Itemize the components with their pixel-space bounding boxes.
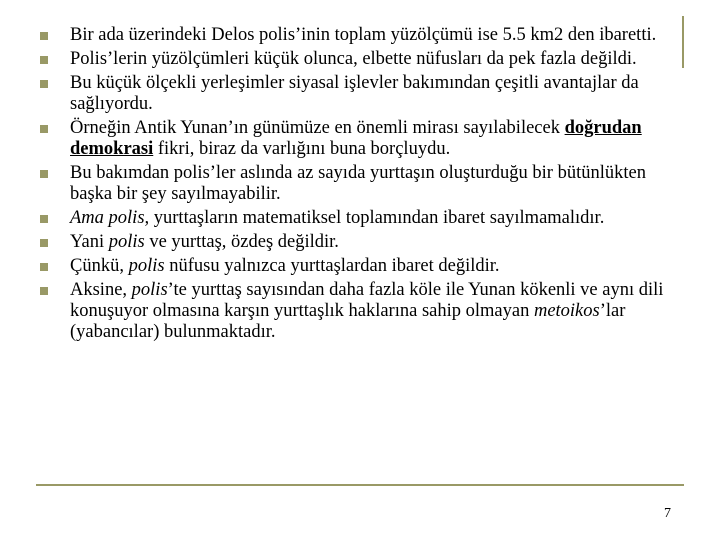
square-bullet-icon	[40, 215, 48, 223]
bullet-item	[40, 163, 680, 205]
footer-rule	[36, 484, 684, 486]
bullet-text-pre: Örneğin Antik Yunan’ın günümüze en önemli mirası sayılabilecek	[70, 118, 565, 138]
bullet-text-post: ve yurttaş, özdeş değildir.	[144, 232, 339, 252]
bullet-item	[40, 280, 680, 343]
bullet-text-post: yurttaşların matematiksel toplamından ibaret sayılmamalıdır.	[149, 208, 605, 228]
bullet-text-pre: Aksine,	[70, 280, 132, 300]
square-bullet-icon	[40, 56, 48, 64]
italic-term: metoikos	[533, 301, 600, 321]
bullet-text: Bir ada üzerindeki Delos polis’inin toplam yüzölçümü ise 5.5 km2 den ibaretti.	[70, 25, 657, 45]
bullet-text-post: fikri, biraz da varlığını buna borçluydu.	[153, 139, 451, 159]
decorative-vertical-rule	[682, 16, 684, 68]
square-bullet-icon	[40, 32, 48, 40]
bullet-list	[40, 25, 680, 346]
bullet-text-mid: ’te yurttaş sayısından daha fazla köle ile Yunan kökenli ve aynı dili konuşuyor olmasına karşın yurttaşlık haklarına sahip olmayan	[70, 280, 664, 321]
bullet-item	[40, 118, 680, 160]
square-bullet-icon	[40, 263, 48, 271]
square-bullet-icon	[40, 239, 48, 247]
bullet-item	[40, 73, 680, 115]
square-bullet-icon	[40, 170, 48, 178]
bullet-text: Polis’lerin yüzölçümleri küçük olunca, elbette nüfusları da pek fazla değildi.	[70, 49, 637, 69]
bullet-text: Bu küçük ölçekli yerleşimler siyasal işlevler bakımından çeşitli avantajlar da sağlıyordu.	[70, 73, 639, 114]
bullet-item	[40, 25, 680, 46]
bullet-text-pre: Yani	[70, 232, 109, 252]
bullet-item	[40, 208, 680, 229]
bullet-item	[40, 232, 680, 253]
square-bullet-icon	[40, 80, 48, 88]
italic-term: Ama polis,	[70, 208, 150, 228]
bullet-item	[40, 49, 680, 70]
italic-term: polis	[128, 256, 165, 276]
bullet-item	[40, 256, 680, 277]
bullet-text-post: nüfusu yalnızca yurttaşlardan ibaret değildir.	[164, 256, 500, 276]
italic-term: polis	[131, 280, 168, 300]
square-bullet-icon	[40, 125, 48, 133]
italic-term: polis	[108, 232, 145, 252]
square-bullet-icon	[40, 287, 48, 295]
bullet-text-pre: Çünkü,	[70, 256, 129, 276]
page-number: 7	[664, 506, 671, 521]
bullet-text-post: ’lar (yabancılar) bulunmaktadır.	[70, 301, 626, 342]
bullet-text: Bu bakımdan polis’ler aslında az sayıda yurttaşın oluşturduğu bir bütünlükten başka bir şey sayılmayabilir.	[70, 163, 646, 204]
underlined-term: doğrudan demokrasi	[70, 118, 642, 159]
